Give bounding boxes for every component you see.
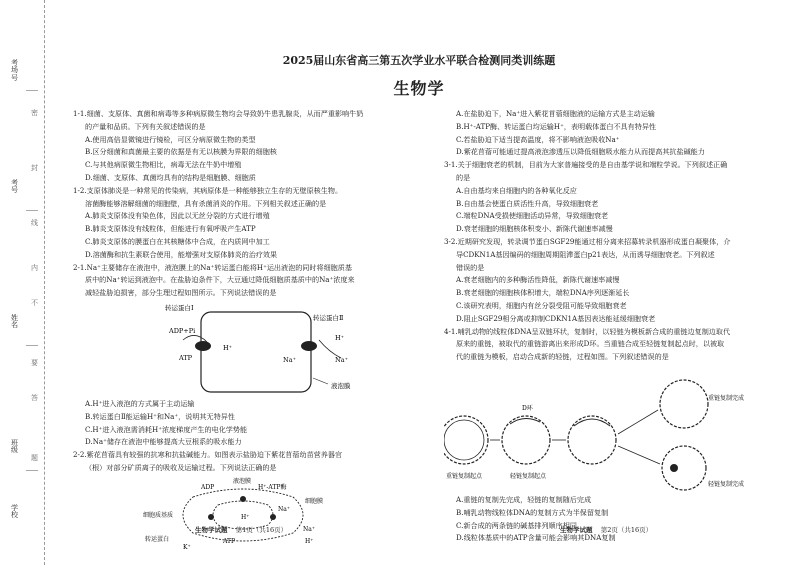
diagram-label: H⁺ (305, 537, 314, 545)
diagram-label: ADP (201, 483, 215, 491)
answer-option: C.该研究表明，细胞内有丝分裂受阻可能导致细胞衰老 (456, 300, 627, 310)
new-strand (574, 419, 610, 426)
answer-option: C.新合成的两条链的碱基排列顺序相同 (456, 520, 577, 530)
origin-marker (670, 464, 678, 472)
answer-option: A.H⁺进入液泡的方式属于主动运输 (85, 398, 195, 408)
answer-option: B.衰老细胞的细胞核体积增大，端粒DNA序列逐渐延长 (456, 288, 630, 298)
answer-option: C.与其他病原微生物相比，病毒无法在牛奶中增殖 (85, 160, 242, 170)
answer-option: A.使用高倍显微镜进行镜检，可区分病原微生物的类型 (85, 134, 256, 144)
question-stem: 质中的Na⁺转运到液泡中。在盐胁迫条件下，大豆通过降低细胞质基质中的Na⁺浓度来 (85, 275, 355, 285)
question-stem: 代的重链为模板，启动合成新的轻链，过程如图。下列叙述错误的是 (456, 352, 669, 362)
binding-text: 要 (31, 359, 38, 367)
sidebar-divider (26, 345, 38, 346)
mtdna-circle-1 (444, 416, 488, 464)
page-footer-right (560, 525, 652, 534)
sidebar-label: 考场号 (11, 59, 18, 82)
diagram-label: Na⁺ (283, 355, 296, 364)
root-ion-transport-svg (73, 475, 416, 555)
question-stem: 2-1.Na⁺主要储存在液泡中，液泡膜上的Na⁺转运蛋白能将H⁺运出液泡的同时将细胞质基 (73, 262, 352, 272)
diagram-label: H⁺ (241, 513, 250, 521)
answer-option: B.肺炎支原体没有线粒体，但能进行有氧呼吸产生ATP (85, 224, 256, 234)
question-stem: 3-1.关于细胞衰老的机制，目前为大家普遍接受的是自由基学说和端粒学说。下列叙述正确 (444, 160, 728, 170)
sidebar-divider (26, 210, 38, 211)
diagram-label: ATP (223, 537, 236, 545)
diagram-label: 转运蛋白 (145, 535, 170, 543)
question-stem: 3-2.近期研究发现，转录调节蛋白SGF29能通过相分离来招募转录机器形成蛋白凝聚体，介 (444, 236, 731, 246)
mtdna-circle-5 (662, 446, 706, 490)
sidebar-divider (26, 470, 38, 471)
answer-option: D.阻止SGF29相分离或抑制CDKN1A基因表达能延缓细胞衰老 (456, 313, 656, 323)
question-stem: （根）对部分矿质离子的吸收及运输过程。下列说法正确的是 (85, 462, 277, 472)
vacuole-transport-diagram (73, 300, 416, 398)
page-footer-left (195, 525, 287, 534)
answer-option: B.转运蛋白Ⅱ能运输H⁺和Na⁺，说明其无特异性 (85, 411, 235, 421)
question-stem: 错误的是 (456, 262, 485, 272)
diagram-label: Na⁺ (335, 355, 348, 364)
binding-text: 封 (31, 164, 38, 172)
binding-text: 答 (31, 394, 38, 402)
diagram-label: ADP+Pi (169, 326, 196, 335)
diagram-label: 液泡膜 (331, 381, 351, 390)
answer-option: A.在盐胁迫下，Na⁺进入紫花苜蓿细胞液的运输方式是主动运输 (456, 109, 655, 118)
diagram-label: K⁺ (183, 543, 191, 551)
answer-option: D.细菌、支原体、真菌均具有的结构是细胞膜、细胞质 (85, 172, 256, 182)
diagram-label: 重链复制起点 (446, 472, 483, 480)
diagram-label: 液泡膜 (233, 477, 252, 485)
diagram-label: 轻链复制起点 (510, 472, 547, 480)
binding-text: 不 (31, 299, 38, 307)
left-column (73, 108, 416, 555)
answer-option: A.重链的复制先完成，轻链的复制随后完成 (456, 494, 592, 504)
binding-sidebar (0, 0, 45, 565)
binding-text: 线 (31, 219, 38, 227)
footer-subject: 生物学试题 (560, 526, 593, 534)
diagram-label: 转运蛋白Ⅰ (165, 303, 194, 312)
diagram-label: Na⁺ (278, 505, 290, 513)
mtdna-replication-svg (444, 364, 784, 494)
answer-option: B.自由基会使蛋白质活性升高，导致细胞衰老 (456, 198, 599, 208)
sidebar-divider (26, 90, 38, 91)
question-stem: 导CDKN1A基因编码的细胞周期阻滞蛋白p21表达，从而诱导细胞衰老。下列叙述 (456, 249, 715, 259)
answer-option: B.哺乳动物线粒体DNA的复制方式为半保留复制 (456, 507, 609, 517)
footer-subject: 生物学试题 (195, 526, 228, 534)
transport-protein-2 (301, 341, 317, 351)
diagram-label: H⁺ (223, 343, 233, 352)
diagram-label: D环 (522, 404, 533, 412)
answer-option: B.H⁺-ATP酶、转运蛋白均运输H⁺，表明载体蛋白不具有特异性 (456, 121, 657, 131)
footer-page-number: 第1页（共16页） (235, 526, 288, 534)
exam-title: 2025届山东省高三第五次学业水平联合检测同类训练题 (282, 54, 556, 67)
answer-option: A.自由基均来自细胞内的各种氧化反应 (456, 185, 577, 195)
answer-option: D.紫花苜蓿可能通过提高液泡渗透压以降低细胞吸水能力从而提高其抗盐碱能力 (456, 147, 705, 157)
vacuole-membrane (201, 312, 311, 392)
root-ion-transport-diagram (73, 475, 416, 555)
answer-option: C.H⁺进入液泡需消耗H⁺浓度梯度产生的电化学势能 (85, 424, 248, 434)
diagram-label: H⁺-ATP酶 (258, 483, 287, 491)
mtdna-inner-1 (444, 420, 484, 460)
step-arrow (618, 446, 660, 464)
answer-option: D.衰老细胞的细胞核体积变小、新陈代谢速率减慢 (456, 224, 613, 234)
transport-protein-1 (195, 341, 211, 351)
diagram-label: H⁺ (335, 333, 345, 342)
pump-marker (208, 514, 214, 520)
footer-page-number: 第2页（共16页） (600, 526, 653, 534)
diagram-label: 转运蛋白Ⅱ (313, 313, 344, 322)
mtdna-circle-3 (568, 416, 616, 464)
question-stem: 的是 (456, 172, 471, 182)
membrane-pointer (313, 378, 328, 384)
mtdna-replication-diagram (444, 364, 784, 494)
mtdna-circle-4 (660, 380, 708, 428)
question-stem: 溶菌酶能够溶解细菌的细胞壁，具有杀菌消炎的作用。下列相关叙述正确的是 (85, 198, 327, 208)
exam-header (44, 0, 794, 112)
step-arrow (618, 410, 658, 434)
diagram-label: 细胞质基质 (143, 511, 174, 519)
question-stem: 2-2.紫花苜蓿具有较强的抗寒和抗盐碱能力。如图表示盐胁迫下紫花苜蓿幼苗营养器官 (73, 450, 343, 460)
right-column (444, 108, 784, 545)
binding-text: 内 (31, 264, 38, 272)
sidebar-label: 学校 (11, 504, 18, 520)
answer-option: D.溶菌酶和抗生素联合使用，能增强对支原体肺炎的治疗效果 (85, 249, 278, 259)
pump-marker (270, 514, 276, 520)
diagram-label: 重链复制完成 (708, 394, 745, 402)
answer-option: A.肺炎支原体没有染色体，因此以无丝分裂的方式进行增殖 (85, 211, 270, 221)
sidebar-label: 姓名 (11, 314, 18, 330)
question-stem: 4-1.哺乳动物的线粒体DNA呈双链环状，复制时，以轻链为模板新合成的重链边复制边取代 (444, 326, 731, 336)
answer-option: C.肺炎支原体的膜蛋白在其核糖体中合成，在内质网中加工 (85, 236, 270, 246)
answer-option: B.区分细菌和真菌最主要的依据是有无以核膜为界限的细胞核 (85, 147, 277, 157)
diagram-label: 细胞膜 (305, 497, 324, 505)
vacuole-transport-svg (73, 300, 416, 398)
binding-text: 题 (31, 454, 38, 462)
question-stem: 原来的重链，被取代的重链游离出来形成D环。当重链合成至轻链复制起点时，以被取 (456, 339, 725, 349)
answer-option: C.端粒DNA受损使细胞活动异常，导致细胞衰老 (456, 211, 609, 221)
subject-title: 生物学 (393, 79, 445, 98)
answer-option: D.线粒体基质中的ATP含量可能会影响其DNA复制 (456, 533, 616, 543)
sidebar-label: 班级 (11, 439, 18, 455)
diagram-label: Na⁺ (303, 525, 315, 533)
pump-marker (240, 496, 246, 502)
question-stem: 1-1.细菌、支原体、真菌和病毒等多种病原微生物均会导致奶牛患乳腺炎，从而严重影响牛奶 (73, 109, 364, 118)
question-stem: 的产量和品质。下列有关叙述错误的是 (85, 121, 206, 131)
diagram-label: 轻链复制完成 (708, 480, 745, 488)
question-stem: 1-2.支原体肺炎是一种常见的传染病，其病原体是一种能够独立生存的无壁原核生物。 (73, 185, 343, 195)
diagram-label: ATP (179, 353, 193, 362)
binding-text: 密 (31, 109, 38, 117)
answer-option: D.Na⁺储存在液泡中能够提高大豆根系的吸水能力 (85, 437, 242, 447)
question-stem: 减轻盐胁迫损害，部分生理过程如图所示。下列说法错误的是 (85, 288, 277, 298)
mtdna-circle-2 (502, 416, 550, 464)
answer-option: A.衰老细胞内的多种酶活性降低，新陈代谢速率减慢 (456, 275, 620, 285)
sidebar-label: 考号 (11, 179, 18, 195)
answer-option: C.若盐胁迫下适当提高温度，将不影响液泡吸收Na⁺ (456, 134, 620, 144)
